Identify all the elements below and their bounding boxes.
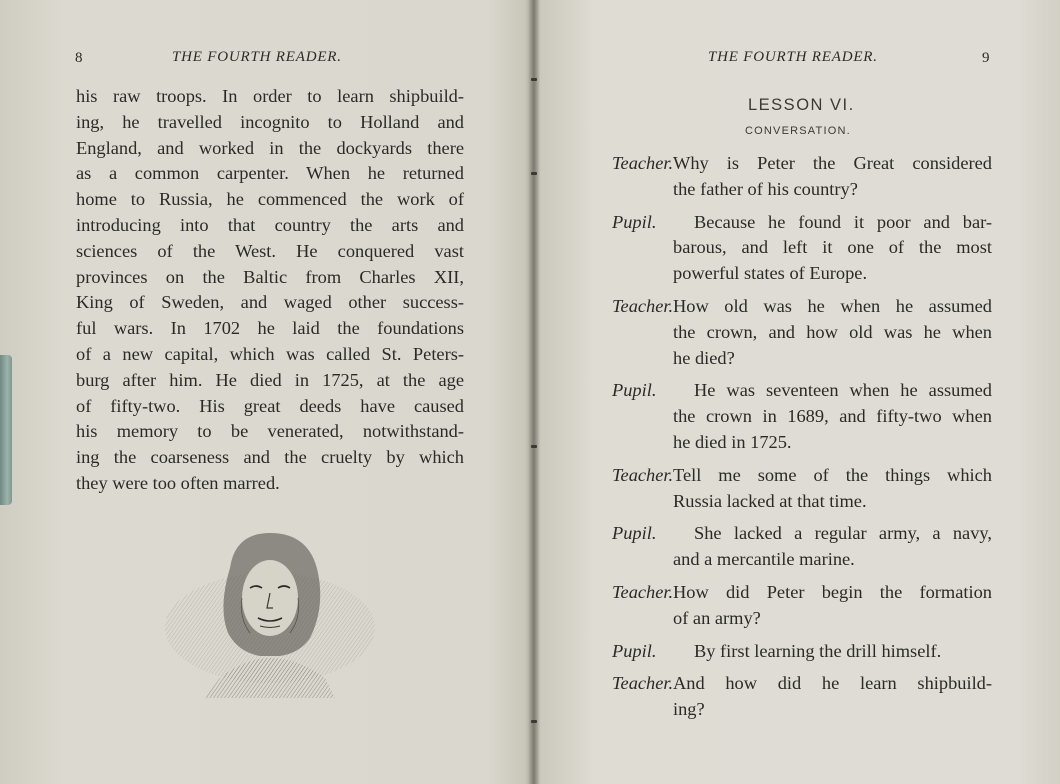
dialogue-line: And how did he learn shipbuild-	[673, 673, 992, 694]
speaker-label: Pupil.	[612, 640, 657, 661]
text-line: introducing into that country the arts and	[76, 214, 464, 235]
speaker-label: Pupil.	[612, 523, 657, 544]
speaker-label: Teacher.	[612, 153, 674, 173]
dialogue-line: Because he found it poor and bar-	[694, 211, 992, 232]
dialogue-turn	[612, 210, 992, 287]
dialogue-line: powerful states of Europe.	[673, 263, 868, 284]
dialogue-turn	[612, 671, 992, 723]
text-line: burg after him. He died in 1725, at the age	[76, 369, 464, 390]
dialogue-line: How did Peter begin the formation	[673, 581, 992, 602]
speaker-label: Teacher.	[612, 673, 674, 694]
speaker-label: Pupil.	[612, 211, 657, 232]
dialogue-line: He was seventeen when he assumed	[694, 380, 992, 401]
text-line: of a new capital, which was called St. Peters-	[76, 343, 464, 364]
dialogue-line: the father of his country?	[673, 178, 858, 199]
portrait-engraving-icon	[160, 528, 380, 698]
text-line: ful wars. In 1702 he laid the foundations	[76, 318, 464, 339]
text-line: home to Russia, he commenced the work of	[76, 189, 464, 210]
running-head-left: THE FOURTH READER.	[172, 49, 342, 65]
dialogue-turn	[612, 521, 992, 573]
speaker-label: Teacher.	[612, 464, 674, 485]
dialogue-line: barous, and left it one of the most	[673, 237, 992, 258]
dialogue-turn	[612, 151, 992, 203]
dialogue-turn	[612, 378, 992, 455]
dialogue-line: She lacked a regular army, a navy,	[694, 523, 992, 544]
dialogue-line: By first learning the drill himself.	[694, 640, 942, 661]
text-line: sciences of the West. He conquered vast	[76, 240, 464, 261]
speaker-label: Pupil.	[612, 380, 657, 401]
page-number-right: 9	[982, 50, 990, 66]
right-page	[536, 0, 1060, 784]
dialogue-line: and a mercantile marine.	[673, 549, 855, 570]
dialogue-turn	[612, 463, 992, 515]
dialogue-turn	[612, 580, 992, 632]
text-line: as a common carpenter. When he returned	[76, 163, 464, 184]
lesson-title: LESSON VI.	[748, 96, 855, 114]
text-line: his raw troops. In order to learn shipbuild-	[76, 86, 464, 106]
dialogue-line: the crown, and how old was he when	[673, 321, 992, 342]
text-line: England, and worked in the dockyards there	[76, 137, 464, 158]
dialogue-line: Tell me some of the things which	[673, 464, 992, 485]
dialogue-line: Russia lacked at that time.	[673, 490, 867, 511]
running-head-right: THE FOURTH READER.	[708, 49, 878, 65]
body-text	[76, 84, 464, 497]
dialogue-line: How old was he when he assumed	[673, 295, 992, 316]
dialogue-line: Why is Peter the Great considered	[673, 153, 992, 173]
text-line: of fifty-two. His great deeds have caused	[76, 395, 464, 416]
text-line: King of Sweden, and waged other success-	[76, 292, 464, 313]
dialogue-line: ing?	[673, 699, 705, 720]
text-line: ing the coarseness and the cruelty by which	[76, 447, 464, 468]
dialogue-line: he died in 1725.	[673, 431, 792, 452]
speaker-label: Teacher.	[612, 295, 674, 316]
text-line: provinces on the Baltic from Charles XII,	[76, 266, 464, 287]
dialogue-line: of an army?	[673, 607, 761, 628]
text-line: ing, he travelled incognito to Holland and	[76, 111, 464, 132]
speaker-label: Teacher.	[612, 581, 674, 602]
dialogue-line: he died?	[673, 347, 735, 368]
dialogue-line: the crown in 1689, and fifty-two when	[673, 406, 992, 427]
page-number-left: 8	[75, 50, 83, 66]
text-line: they were too often marred.	[76, 472, 280, 493]
text-line: his memory to be venerated, notwithstand-	[76, 421, 464, 442]
dialogue-turn	[612, 294, 992, 371]
dialogue-turn	[612, 639, 992, 665]
conversation	[612, 151, 992, 730]
lesson-subtitle: CONVERSATION.	[745, 125, 851, 137]
